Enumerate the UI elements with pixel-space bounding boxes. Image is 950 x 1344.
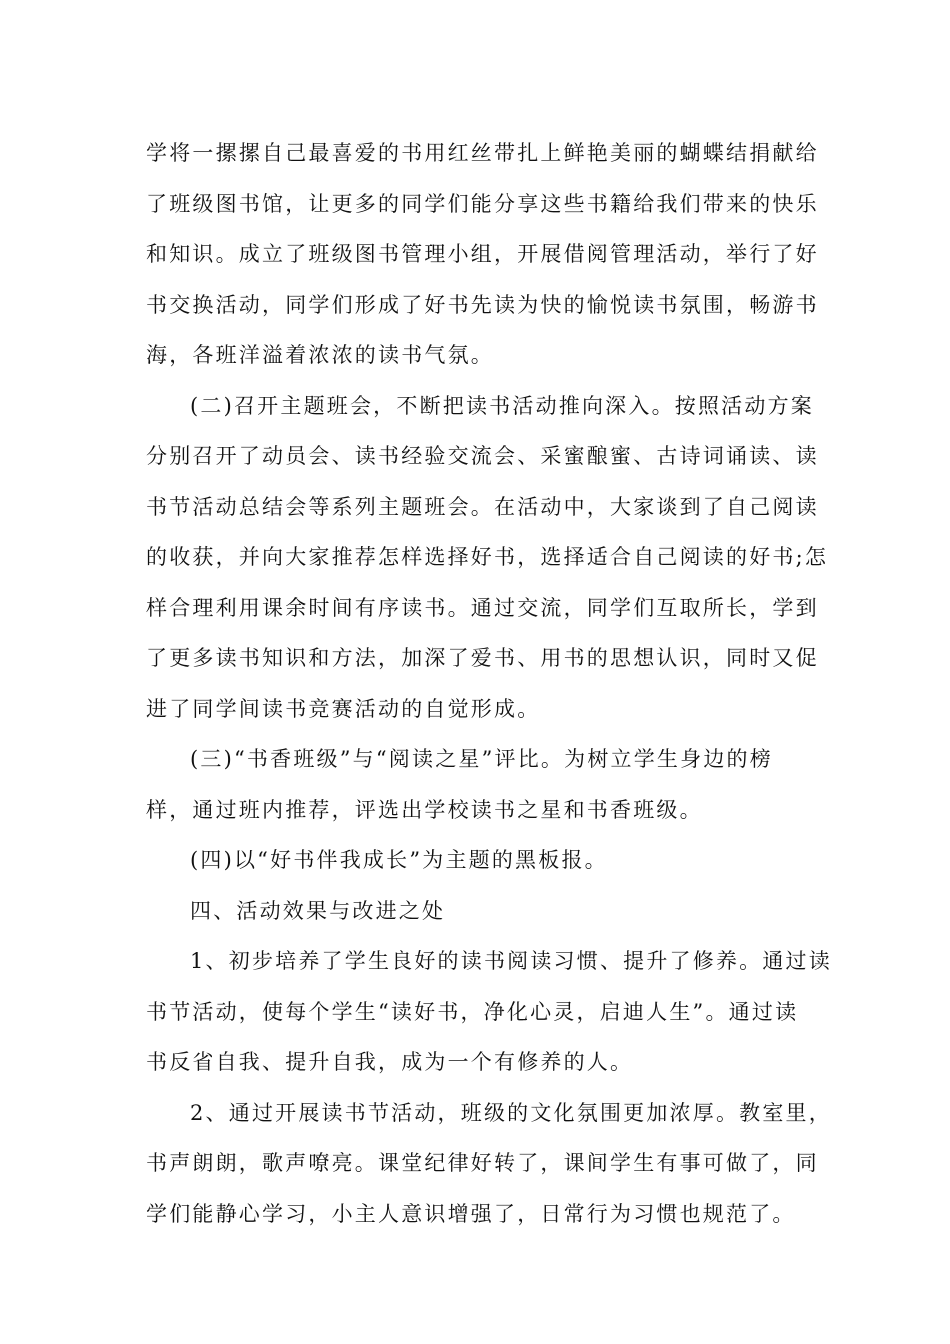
paragraph-line: (二)召开主题班会，不断把读书活动推向深入。按照活动方案 [190,393,814,418]
paragraph-line: 书节活动总结会等系列主题班会。在活动中，大家谈到了自己阅读 [146,494,819,519]
paragraph-line: 学将一摞摞自己最喜爱的书用红丝带扎上鲜艳美丽的蝴蝶结捐献给 [146,141,819,165]
document-body [146,128,832,1239]
paragraph-line: 和知识。成立了班级图书管理小组，开展借阅管理活动，举行了好 [146,242,819,266]
paragraph-line: 书交换活动，同学们形成了好书先读为快的愉悦读书氛围，畅游书 [146,292,819,317]
paragraph-line: 书反省自我、提升自我，成为一个有修养的人。 [146,1050,634,1074]
paragraph-line: (三)“书香班级”与“阅读之星”评比。为树立学生身边的榜 [190,747,773,771]
paragraph-line: 书声朗朗，歌声嘹亮。课堂纪律好转了，课间学生有事可做了，同 [146,1151,819,1175]
paragraph-line: 了更多读书知识和方法，加深了爱书、用书的思想认识，同时又促 [146,646,819,670]
paragraph-line: 进了同学间读书竞赛活动的自觉形成。 [146,696,541,721]
paragraph-line: 分别召开了动员会、读书经验交流会、采蜜酿蜜、古诗词诵读、读 [146,444,819,468]
paragraph-line: 样，通过班内推荐，评选出学校读书之星和书香班级。 [146,797,703,822]
paragraph-line: 2、通过开展读书节活动，班级的文化氛围更加浓厚。教室里， [190,1100,832,1125]
paragraph-line: 样合理利用课余时间有序读书。通过交流，同学们互取所长，学到 [146,595,819,620]
paragraph-line: 1、初步培养了学生良好的读书阅读习惯、提升了修养。通过读 [190,949,832,973]
paragraph-line: 学们能静心学习，小主人意识增强了，日常行为习惯也规范了。 [146,1201,796,1226]
paragraph-line: 了班级图书馆，让更多的同学们能分享这些书籍给我们带来的快乐 [146,191,819,216]
paragraph-line: 海，各班洋溢着浓浓的读书气氛。 [146,343,494,367]
section-heading: 四、活动效果与改进之处 [190,898,446,923]
paragraph-line: (四)以“好书伴我成长”为主题的黑板报。 [190,848,608,872]
paragraph-line: 书节活动，使每个学生“读好书，净化心灵，启迪人生”。通过读 [146,999,799,1024]
paragraph-line: 的收获，并向大家推荐怎样选择好书，选择适合自己阅读的好书;怎 [146,545,829,569]
